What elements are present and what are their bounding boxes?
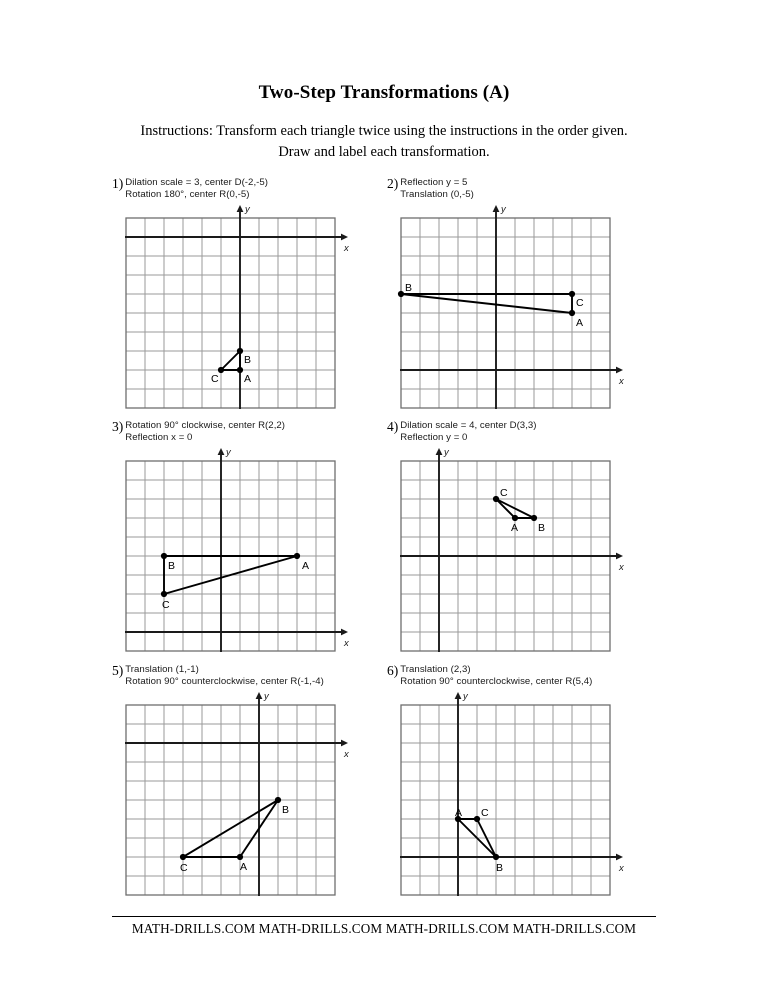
problem-5: [112, 664, 390, 909]
problem-3: [112, 420, 390, 665]
vertex-point-A: [569, 310, 575, 316]
triangle: [183, 800, 278, 857]
coordinate-plane-1: [112, 204, 390, 422]
step-1-text: Translation (1,-1): [125, 664, 199, 676]
y-axis-label: y: [264, 691, 269, 703]
coordinate-plane-2: [387, 204, 665, 422]
vertex-label-B: B: [282, 804, 290, 817]
vertex-point-A: [512, 515, 518, 521]
vertex-point-A: [294, 553, 300, 559]
axes: [125, 205, 348, 409]
x-axis-label: x: [619, 863, 624, 875]
problem-2-header: [387, 177, 665, 200]
vertex-label-C: C: [481, 807, 489, 820]
problem-steps: [400, 664, 592, 687]
coordinate-plane-4: [387, 447, 665, 665]
vertex-point-B: [237, 348, 243, 354]
vertex-label-C: C: [162, 599, 170, 612]
vertex-point-C: [218, 367, 224, 373]
vertex-point-C: [569, 291, 575, 297]
problem-steps: [125, 420, 285, 443]
step-2-text: Rotation 90° counterclockwise, center R(5,4): [400, 675, 593, 687]
vertex-point-A: [237, 854, 243, 860]
step-1-text: Dilation scale = 4, center D(3,3): [400, 420, 537, 432]
problem-steps: [400, 420, 536, 443]
problem-number: 2): [387, 176, 399, 192]
y-axis-label: y: [444, 447, 449, 459]
vertex-label-B: B: [405, 282, 413, 295]
triangle: [221, 351, 240, 370]
problem-1: [112, 177, 390, 422]
coordinate-plane-3: [112, 447, 390, 665]
step-1-text: Rotation 90° clockwise, center R(2,2): [125, 420, 286, 432]
vertex-point-B: [531, 515, 537, 521]
instructions-line-1: Instructions: Transform each triangle twice using the instructions in the order given.: [140, 123, 628, 139]
step-2-text: Reflection x = 0: [125, 431, 193, 443]
vertex-point-C: [161, 591, 167, 597]
problem-number: 5): [112, 663, 124, 679]
vertex-label-B: B: [168, 560, 176, 573]
vertex-label-C: C: [576, 297, 584, 310]
problem-1-header: [112, 177, 390, 200]
vertex-point-C: [493, 496, 499, 502]
step-2-text: Rotation 90° counterclockwise, center R(-1,-4): [125, 675, 324, 687]
problem-steps: [400, 177, 474, 200]
problem-steps: [125, 177, 268, 200]
vertex-label-C: C: [500, 487, 508, 500]
grid-lines: [401, 218, 610, 408]
vertex-label-A: A: [511, 522, 519, 535]
vertex-label-A: A: [302, 560, 310, 573]
x-axis-label: x: [344, 638, 349, 650]
vertex-label-A: A: [576, 317, 584, 330]
vertex-point-A: [237, 367, 243, 373]
vertex-label-B: B: [496, 862, 504, 875]
step-1-text: Reflection y = 5: [400, 177, 468, 189]
problem-number: 3): [112, 419, 124, 435]
grid-lines: [126, 218, 335, 408]
x-axis-label: x: [344, 243, 349, 255]
grid-lines: [126, 705, 335, 895]
problem-2: [387, 177, 665, 422]
triangle: [401, 294, 572, 313]
problem-6-header: [387, 664, 665, 687]
step-1-text: Dilation scale = 3, center D(-2,-5): [125, 177, 269, 189]
vertex-label-A: A: [455, 807, 463, 820]
axes: [125, 448, 348, 652]
vertex-label-B: B: [244, 354, 252, 367]
vertex-label-C: C: [180, 862, 188, 875]
x-axis-label: x: [619, 562, 624, 574]
axes: [400, 448, 623, 652]
footer-divider: [112, 916, 656, 917]
axes: [125, 692, 348, 896]
problem-4: [387, 420, 665, 665]
coordinate-plane-6: [387, 691, 665, 909]
vertex-label-C: C: [211, 373, 219, 386]
page-title: Two-Step Transformations (A): [258, 82, 510, 103]
vertex-point-C: [474, 816, 480, 822]
problem-5-header: [112, 664, 390, 687]
step-2-text: Rotation 180°, center R(0,-5): [125, 188, 250, 200]
x-axis-label: x: [619, 376, 624, 388]
problem-6: [387, 664, 665, 909]
y-axis-label: y: [245, 204, 250, 216]
vertex-point-B: [161, 553, 167, 559]
problem-number: 6): [387, 663, 399, 679]
y-axis-label: y: [226, 447, 231, 459]
y-axis-label: y: [463, 691, 468, 703]
vertex-point-B: [275, 797, 281, 803]
instructions-line-2: Draw and label each transformation.: [278, 144, 490, 161]
coordinate-plane-5: [112, 691, 390, 909]
vertex-label-A: A: [240, 861, 248, 874]
step-2-text: Translation (0,-5): [400, 188, 474, 200]
vertex-point-B: [398, 291, 404, 297]
vertex-point-C: [180, 854, 186, 860]
problem-4-header: [387, 420, 665, 443]
axes: [400, 692, 623, 896]
y-axis-label: y: [501, 204, 506, 216]
footer-attribution: MATH-DRILLS.COM MATH-DRILLS.COM MATH-DRILLS.COM MATH-DRILLS.COM: [131, 921, 637, 936]
vertex-label-B: B: [538, 522, 546, 535]
x-axis-label: x: [344, 749, 349, 761]
vertex-point-B: [493, 854, 499, 860]
problem-3-header: [112, 420, 390, 443]
vertex-label-A: A: [244, 373, 252, 386]
problem-number: 1): [112, 176, 124, 192]
problem-number: 4): [387, 419, 399, 435]
step-1-text: Translation (2,3): [400, 664, 471, 676]
problem-steps: [125, 664, 324, 687]
step-2-text: Reflection y = 0: [400, 431, 468, 443]
grid-lines: [401, 705, 610, 895]
instructions: [0, 104, 768, 163]
